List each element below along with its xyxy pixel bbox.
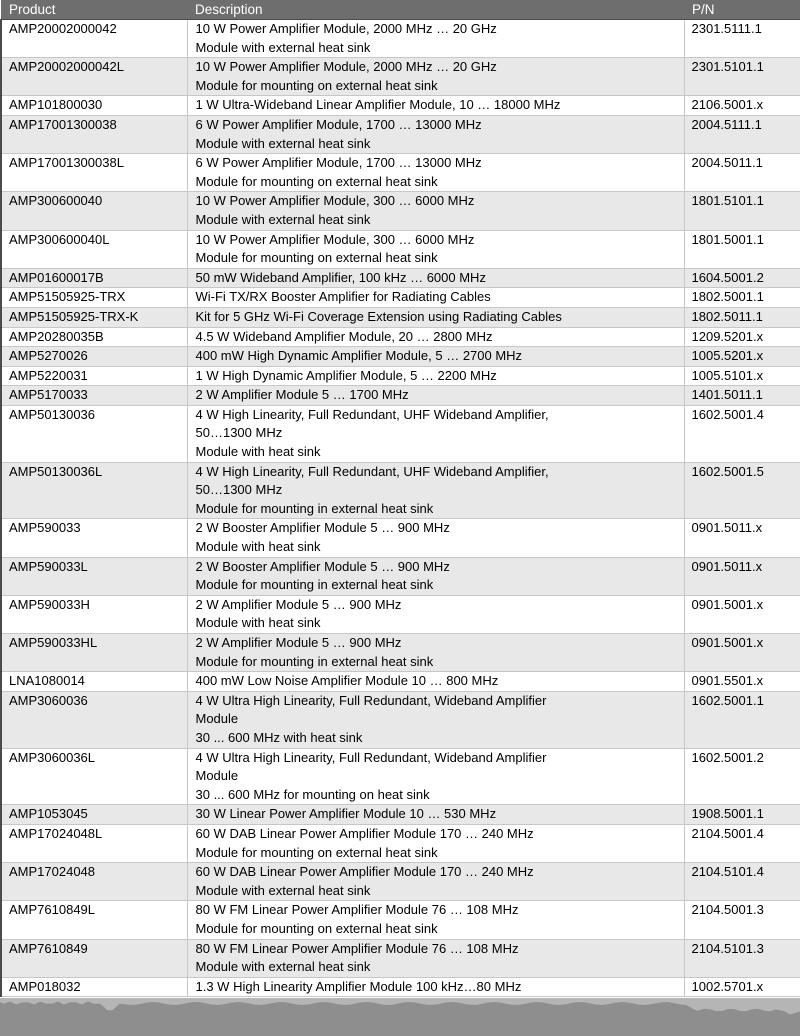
table-row: [1, 634, 800, 672]
pn-cell: 1908.5001.1: [684, 805, 800, 825]
description-line: Module for mounting on external heat sink: [195, 920, 438, 936]
description-cell: [187, 901, 684, 939]
pn-cell: 1005.5201.x: [684, 347, 800, 367]
description-cell: [187, 672, 684, 692]
product-cell: AMP7610849: [1, 939, 187, 977]
table-row: [1, 386, 800, 406]
table-row: [1, 462, 800, 519]
description-cell: [187, 519, 684, 557]
pn-cell: 2004.5111.1: [684, 115, 800, 153]
column-header-description: Description: [187, 0, 684, 20]
pn-cell: 2104.5101.3: [684, 939, 800, 977]
product-cell: AMP5220031: [1, 366, 187, 386]
table-row: [1, 863, 800, 901]
table-row: [1, 327, 800, 347]
table-row: [1, 824, 800, 862]
pn-cell: 1209.5201.x: [684, 327, 800, 347]
table-row: [1, 20, 800, 58]
description-line: Module: [195, 768, 239, 784]
table-row: [1, 288, 800, 308]
description-line: Wi-Fi TX/RX Booster Amplifier for Radiating Cables: [195, 289, 491, 305]
product-cell: AMP590033HL: [1, 634, 187, 672]
description-line: 30 ... 600 MHz for mounting on heat sink: [195, 786, 430, 802]
description-cell: [187, 115, 684, 153]
table-row: [1, 805, 800, 825]
table-row: [1, 192, 800, 230]
description-line: 1 W High Dynamic Amplifier Module, 5 … 2200 MHz: [195, 367, 497, 383]
product-cell: AMP50130036L: [1, 462, 187, 519]
description-line: 50 mW Wideband Amplifier, 100 kHz … 6000 MHz: [195, 269, 486, 285]
description-line: 4.5 W Wideband Amplifier Module, 20 … 2800 MHz: [195, 328, 493, 344]
product-cell: AMP17001300038: [1, 115, 187, 153]
product-cell: AMP590033H: [1, 595, 187, 633]
product-cell: AMP5270026: [1, 347, 187, 367]
product-cell: AMP018032: [1, 977, 187, 997]
product-cell: AMP20002000042: [1, 20, 187, 58]
description-line: 1 W Ultra-Wideband Linear Amplifier Module, 10 … 18000 MHz: [195, 97, 561, 113]
description-line: 10 W Power Amplifier Module, 300 … 6000 MHz: [195, 231, 475, 247]
pn-cell: 1604.5001.2: [684, 268, 800, 288]
torn-edge-shape: [0, 1002, 800, 1036]
description-line: 10 W Power Amplifier Module, 2000 MHz … 20 GHz: [195, 59, 497, 75]
description-line: Kit for 5 GHz Wi-Fi Coverage Extension using Radiating Cables: [195, 308, 562, 324]
table-row: [1, 96, 800, 116]
description-line: Module with heat sink: [195, 444, 321, 460]
description-cell: [187, 386, 684, 406]
product-cell: AMP590033: [1, 519, 187, 557]
column-header-pn: P/N: [684, 0, 800, 20]
torn-page-edge: [0, 998, 800, 1036]
pn-cell: 0901.5001.x: [684, 595, 800, 633]
description-line: 6 W Power Amplifier Module, 1700 … 13000 MHz: [195, 116, 482, 132]
table-row: [1, 154, 800, 192]
pn-cell: 2104.5101.4: [684, 863, 800, 901]
table-row: [1, 519, 800, 557]
description-cell: [187, 557, 684, 595]
pn-cell: 1602.5001.2: [684, 748, 800, 805]
product-cell: AMP20002000042L: [1, 58, 187, 96]
table-row: [1, 268, 800, 288]
description-line: Module with external heat sink: [195, 39, 371, 55]
pn-cell: 1002.5701.x: [684, 977, 800, 997]
description-line: 1.3 W High Linearity Amplifier Module 100 kHz…80 MHz: [195, 978, 522, 994]
product-cell: AMP590033L: [1, 557, 187, 595]
description-cell: [187, 863, 684, 901]
product-cell: AMP3060036L: [1, 748, 187, 805]
table-row: [1, 347, 800, 367]
description-line: Module with external heat sink: [195, 959, 371, 975]
product-cell: AMP50130036: [1, 405, 187, 462]
description-line: Module with external heat sink: [195, 882, 371, 898]
product-cell: AMP01600017B: [1, 268, 187, 288]
pn-cell: 0901.5501.x: [684, 672, 800, 692]
description-line: 80 W FM Linear Power Amplifier Module 76 … 108 MHz: [195, 902, 519, 918]
description-cell: [187, 634, 684, 672]
description-cell: [187, 154, 684, 192]
description-line: 6 W Power Amplifier Module, 1700 … 13000 MHz: [195, 155, 482, 171]
description-line: 60 W DAB Linear Power Amplifier Module 170 … 240 MHz: [195, 825, 534, 841]
description-cell: [187, 977, 684, 997]
description-cell: [187, 595, 684, 633]
description-cell: [187, 268, 684, 288]
product-cell: AMP51505925-TRX: [1, 288, 187, 308]
description-line: 400 mW Low Noise Amplifier Module 10 … 800 MHz: [195, 673, 499, 689]
description-line: 2 W Booster Amplifier Module 5 … 900 MHz: [195, 520, 450, 536]
table-row: [1, 307, 800, 327]
pn-cell: 2004.5011.1: [684, 154, 800, 192]
description-cell: [187, 824, 684, 862]
description-cell: [187, 192, 684, 230]
table-row: [1, 672, 800, 692]
product-cell: AMP17024048L: [1, 824, 187, 862]
pn-cell: 1802.5011.1: [684, 307, 800, 327]
product-cell: AMP7610849L: [1, 901, 187, 939]
description-line: 4 W Ultra High Linearity, Full Redundant, Wideband Amplifier: [195, 749, 547, 765]
description-line: Module with external heat sink: [195, 211, 371, 227]
description-cell: [187, 327, 684, 347]
description-cell: [187, 691, 684, 748]
description-cell: [187, 347, 684, 367]
table-row: [1, 748, 800, 805]
description-line: Module with heat sink: [195, 615, 321, 631]
description-line: Module for mounting on external heat sink: [195, 844, 438, 860]
product-cell: AMP1053045: [1, 805, 187, 825]
table-row: [1, 405, 800, 462]
description-line: 10 W Power Amplifier Module, 300 … 6000 MHz: [195, 193, 475, 209]
table-row: [1, 230, 800, 268]
torn-edge-graphic: [0, 998, 800, 1036]
product-cell: AMP300600040: [1, 192, 187, 230]
description-cell: [187, 307, 684, 327]
pn-cell: 0901.5011.x: [684, 519, 800, 557]
table-row: [1, 115, 800, 153]
pn-cell: 0901.5011.x: [684, 557, 800, 595]
description-line: 50…1300 MHz: [195, 482, 283, 498]
pn-cell: 0901.5001.x: [684, 634, 800, 672]
column-header-product: Product: [1, 0, 187, 20]
pn-cell: 1005.5101.x: [684, 366, 800, 386]
description-cell: [187, 20, 684, 58]
pn-cell: 1801.5001.1: [684, 230, 800, 268]
description-line: Module for mounting in external heat sink: [195, 577, 434, 593]
pn-cell: 2301.5111.1: [684, 20, 800, 58]
table-row: [1, 557, 800, 595]
pn-cell: 1602.5001.1: [684, 691, 800, 748]
description-cell: [187, 939, 684, 977]
description-cell: [187, 58, 684, 96]
pn-cell: 1401.5011.1: [684, 386, 800, 406]
table-row: [1, 595, 800, 633]
pn-cell: 1802.5001.1: [684, 288, 800, 308]
product-cell: AMP51505925-TRX-K: [1, 307, 187, 327]
description-line: 2 W Amplifier Module 5 … 1700 MHz: [195, 387, 409, 403]
description-cell: [187, 405, 684, 462]
product-cell: AMP5170033: [1, 386, 187, 406]
description-line: Module for mounting in external heat sink: [195, 653, 434, 669]
products-table-body: [1, 20, 800, 997]
description-cell: [187, 288, 684, 308]
description-line: Module for mounting on external heat sink: [195, 77, 438, 93]
product-cell: LNA1080014: [1, 672, 187, 692]
product-cell: AMP101800030: [1, 96, 187, 116]
description-cell: [187, 96, 684, 116]
description-line: 60 W DAB Linear Power Amplifier Module 170 … 240 MHz: [195, 864, 534, 880]
description-line: 30 W Linear Power Amplifier Module 10 … 530 MHz: [195, 806, 497, 822]
description-line: Module: [195, 711, 239, 727]
table-row: [1, 691, 800, 748]
description-line: 400 mW High Dynamic Amplifier Module, 5 … 2700 MHz: [195, 348, 523, 364]
product-cell: AMP17001300038L: [1, 154, 187, 192]
pn-cell: 1602.5001.4: [684, 405, 800, 462]
table-row: [1, 977, 800, 997]
description-line: Module for mounting on external heat sink: [195, 173, 438, 189]
pn-cell: 2104.5001.4: [684, 824, 800, 862]
description-cell: [187, 748, 684, 805]
description-cell: [187, 366, 684, 386]
pn-cell: 1602.5001.5: [684, 462, 800, 519]
description-line: Module for mounting in external heat sink: [195, 500, 434, 516]
description-line: 30 ... 600 MHz with heat sink: [195, 729, 363, 745]
pn-cell: 2104.5001.3: [684, 901, 800, 939]
description-cell: [187, 805, 684, 825]
table-header-row: [1, 0, 800, 20]
description-line: 4 W High Linearity, Full Redundant, UHF Wideband Amplifier,: [195, 463, 549, 479]
table-row: [1, 58, 800, 96]
table-row: [1, 901, 800, 939]
description-line: 2 W Amplifier Module 5 … 900 MHz: [195, 635, 402, 650]
table-row: [1, 939, 800, 977]
description-line: Module with heat sink: [195, 539, 321, 555]
product-cell: AMP3060036: [1, 691, 187, 748]
product-cell: AMP300600040L: [1, 230, 187, 268]
product-cell: AMP20280035B: [1, 327, 187, 347]
description-cell: [187, 230, 684, 268]
description-line: 10 W Power Amplifier Module, 2000 MHz … 20 GHz: [195, 21, 497, 36]
description-line: 2 W Amplifier Module 5 … 900 MHz: [195, 596, 402, 612]
description-line: 80 W FM Linear Power Amplifier Module 76 … 108 MHz: [195, 940, 519, 956]
product-cell: AMP17024048: [1, 863, 187, 901]
description-line: 4 W High Linearity, Full Redundant, UHF Wideband Amplifier,: [195, 406, 549, 422]
pn-cell: 2301.5101.1: [684, 58, 800, 96]
description-line: Module for mounting on external heat sink: [195, 250, 438, 266]
description-line: 4 W Ultra High Linearity, Full Redundant, Wideband Amplifier: [195, 692, 547, 708]
pn-cell: 1801.5101.1: [684, 192, 800, 230]
description-line: 50…1300 MHz: [195, 425, 283, 441]
description-cell: [187, 462, 684, 519]
description-line: 2 W Booster Amplifier Module 5 … 900 MHz: [195, 558, 450, 574]
pn-cell: 2106.5001.x: [684, 96, 800, 116]
table-row: [1, 366, 800, 386]
description-line: Module with external heat sink: [195, 135, 371, 151]
